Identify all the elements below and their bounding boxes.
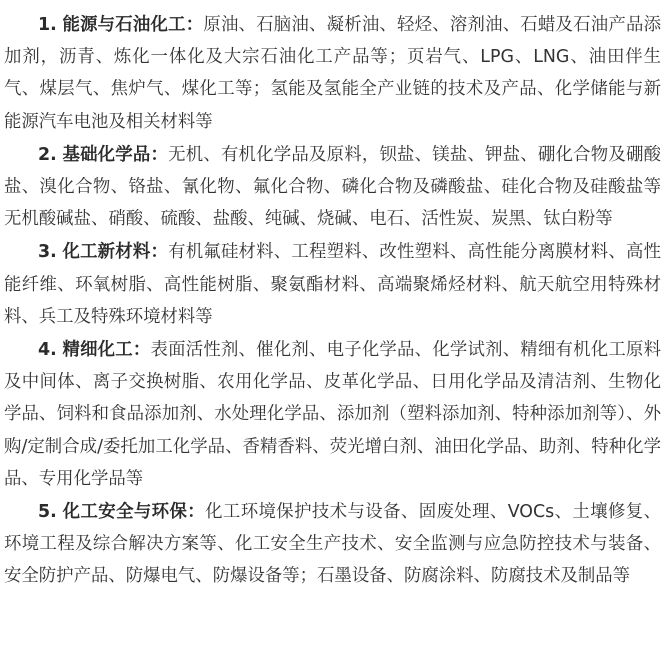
item-number: 5. bbox=[38, 502, 57, 523]
item-title: 能源与石油化工 bbox=[62, 15, 186, 35]
item-body: 无机、有机化学品及原料，钡盐、镁盐、钾盐、硼化合物及硼酸盐、溴化合物、铬盐、氰化物、氟化合物、磷化合物及磷酸盐、硅化合物及硅酸盐等无机酸碱盐、硝酸、硫酸、盐酸、纯碱、烧碱、电石、活性炭、炭黑、钛白粉等 bbox=[4, 144, 661, 230]
item-colon: ： bbox=[132, 340, 151, 361]
item-colon: ： bbox=[150, 144, 169, 165]
item-colon: ： bbox=[150, 242, 169, 263]
item-number: 3. bbox=[38, 242, 57, 263]
list-item-energy-petrochemical bbox=[4, 9, 661, 138]
item-body: 化工环境保护技术与设备、固废处理、VOCs、土壤修复、环境工程及综合解决方案等、化工安全生产技术、安全监测与应急防控技术与装备、安全防护产品、防爆电气、防爆设备等；石墨设备、防腐涂料、防腐技术及制品等 bbox=[4, 502, 661, 587]
item-title: 化工安全与环保 bbox=[62, 502, 188, 523]
item-body: 表面活性剂、催化剂、电子化学品、化学试剂、精细有机化工原料及中间体、离子交换树脂、农用化学品、皮革化学品、日用化学品及清洁剂、生物化学品、饲料和食品添加剂、水处理化学品、添加剂（塑料添加剂、特种添加剂等）、外购/定制合成/委托加工化学品、香精香料、荧光增白剂、油田化学品、助剂、特种化学品、专用化学品等 bbox=[4, 340, 661, 489]
item-title: 精细化工 bbox=[62, 340, 133, 361]
list-item-new-chemical-materials bbox=[4, 236, 661, 333]
item-title: 化工新材料 bbox=[62, 242, 151, 263]
item-body: 原油、石脑油、凝析油、轻烃、溶剂油、石蜡及石油产品添加剂，沥青、炼化一体化及大宗石油化工产品等；页岩气、LPG、LNG、油田伴生气、煤层气、焦炉气、煤化工等；氢能及氢能全产业链的技术及产品、化学储能与新能源汽车电池及相关材料等 bbox=[4, 15, 661, 132]
item-colon: ： bbox=[185, 15, 204, 35]
item-number: 2. bbox=[38, 144, 57, 165]
item-number: 1. bbox=[38, 15, 57, 35]
list-item-fine-chemicals bbox=[4, 334, 661, 495]
item-body: 有机氟硅材料、工程塑料、改性塑料、高性能分离膜材料、高性能纤维、环氧树脂、高性能树脂、聚氨酯材料、高端聚烯烃材料、航天航空用特殊材料、兵工及特殊环境材料等 bbox=[4, 242, 661, 327]
item-title: 基础化学品 bbox=[62, 144, 151, 165]
item-colon: ： bbox=[187, 502, 206, 523]
list-item-safety-environment bbox=[4, 496, 661, 593]
item-number: 4. bbox=[38, 340, 57, 361]
list-item-basic-chemicals bbox=[4, 139, 661, 236]
